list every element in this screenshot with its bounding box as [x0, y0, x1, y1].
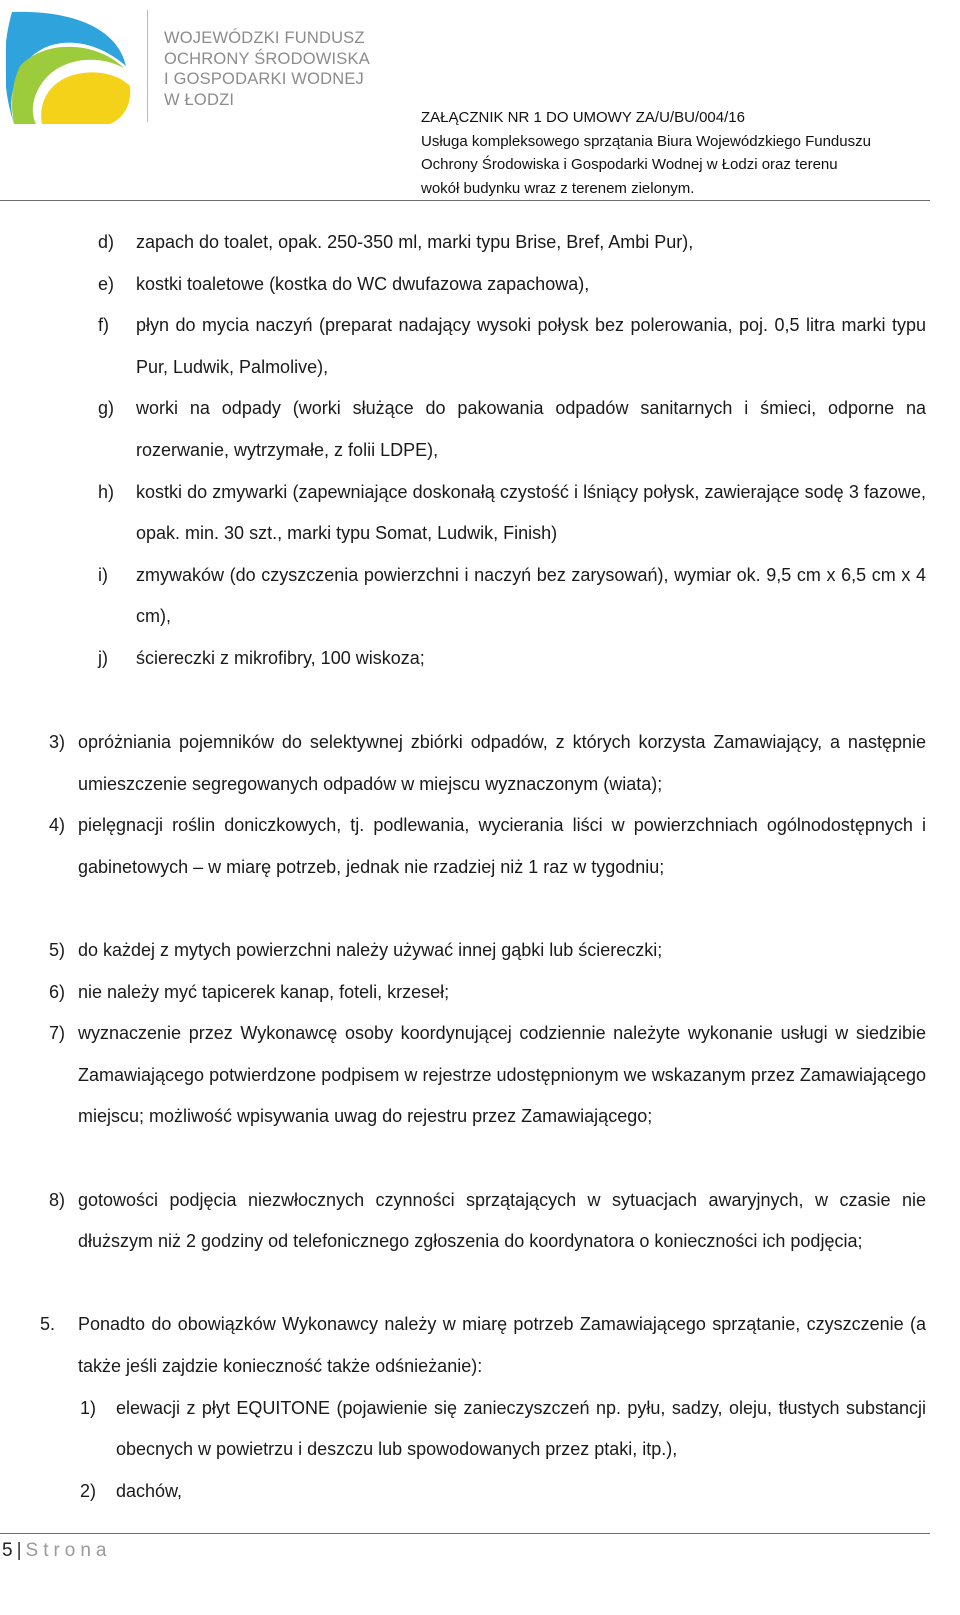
annex-line: Ochrony Środowiska i Gospodarki Wodnej w Łodzi oraz terenu — [421, 156, 838, 173]
annex-line: ZAŁĄCZNIK NR 1 DO UMOWY ZA/U/BU/004/16 — [421, 109, 745, 126]
list-item — [98, 472, 926, 555]
list-text: nie należy myć tapicerek kanap, foteli, krzeseł; — [78, 981, 450, 1002]
list-text: pielęgnacji roślin doniczkowych, tj. podlewania, wycierania liści w powierzchniach ogólnodostępnych i gabinetowych – w miarę potrzeb, jednak nie rzadziej niż 1 raz w tygodniu; — [78, 815, 926, 877]
list-item — [49, 805, 926, 888]
list-text: do każdej z mytych powierzchni należy używać innej gąbki lub ściereczki; — [78, 940, 663, 960]
list-item — [49, 722, 926, 805]
wfosigw-logo — [6, 8, 140, 124]
list-text: wyznaczenie przez Wykonawcę osoby koordynującej codziennie należyte wykonanie usługi w siedzibie Zamawiającego potwierdzone podpisem w rejestrze udostępnionym we wskazanym przez Zamawiającego miejscu; możliwość wpisywania uwag do rejestru przez Zamawiającego; — [78, 1023, 926, 1127]
org-line: W ŁODZI — [164, 90, 235, 109]
list-marker: 1) — [80, 1397, 97, 1418]
list-text: zmywaków (do czyszczenia powierzchni i naczyń bez zarysowań), wymiar ok. 9,5 cm x 6,5 cm x 4 cm), — [136, 564, 926, 627]
header-rule — [0, 200, 930, 201]
organization-name — [164, 28, 370, 110]
list-marker: 8) — [49, 1189, 66, 1210]
list-item — [80, 1471, 926, 1513]
org-line: WOJEWÓDZKI FUNDUSZ — [164, 29, 365, 47]
list-item — [98, 264, 926, 306]
list-item — [98, 638, 926, 680]
list-text: kostki toaletowe (kostka do WC dwufazowa zapachowa), — [136, 273, 590, 294]
footer-separator: | — [16, 1540, 22, 1561]
list-item — [49, 1180, 926, 1263]
list-text: elewacji z płyt EQUITONE (pojawienie się zanieczyszczeń np. pyłu, sadzy, oleju, tłustych substancji obecnych w powietrzu i deszczu lub spowodowanych przez ptaki, itp.), — [116, 1397, 926, 1460]
list-text: gotowości podjęcia niezwłocznych czynności sprzątających w sytuacjach awaryjnych, w czasie nie dłuższym niż 2 godziny od telefonicznego zgłoszenia do koordynatora o konieczności ich podjęcia; — [78, 1189, 926, 1252]
list-marker: g) — [98, 398, 115, 419]
list-marker: h) — [98, 481, 115, 502]
list-text: ściereczki z mikrofibry, 100 wiskoza; — [136, 648, 425, 668]
list-item — [98, 555, 926, 638]
list-text: płyn do mycia naczyń (preparat nadający wysoki połysk bez polerowania, poj. 0,5 litra marki typu Pur, Ludwik, Palmolive), — [136, 315, 926, 377]
list-item — [49, 930, 926, 972]
annex-heading — [421, 106, 871, 200]
page-label: Strona — [25, 1540, 112, 1561]
logo-yellow-shape — [41, 72, 130, 124]
org-line: OCHRONY ŚRODOWISKA — [164, 49, 370, 68]
list-text: kostki do zmywarki (zapewniające doskonałą czystość i lśniący połysk, zawierające sodę 3 fazowe, opak. min. 30 szt., marki typu Somat, Ludwik, Finish) — [136, 481, 926, 544]
list-marker: 4) — [49, 815, 66, 836]
list-item — [40, 1304, 926, 1387]
footer-rule — [0, 1533, 930, 1534]
list-item — [49, 972, 926, 1014]
list-text: worki na odpady (worki służące do pakowania odpadów sanitarnych i śmieci, odporne na rozerwanie, wytrzymałe, z folii LDPE), — [136, 398, 926, 460]
list-marker: 5) — [49, 940, 66, 960]
logo-divider — [147, 10, 148, 122]
annex-line: Usługa kompleksowego sprzątania Biura Wojewódzkiego Funduszu — [421, 132, 871, 150]
page-number: 5 — [2, 1540, 13, 1561]
list-marker: i) — [98, 564, 108, 585]
list-item — [80, 1388, 926, 1471]
list-item — [98, 388, 926, 471]
list-item — [98, 305, 926, 388]
list-marker: e) — [98, 273, 115, 294]
list-item — [98, 222, 926, 264]
list-marker: 2) — [80, 1480, 97, 1501]
list-item — [49, 1013, 926, 1138]
list-marker: f) — [98, 315, 109, 336]
list-text: opróżniania pojemników do selektywnej zbiórki odpadów, z których korzysta Zamawiający, a następnie umieszczenie segregowanych odpadów w miejscu wyznaczonym (wiata); — [78, 732, 926, 794]
list-marker: 6) — [49, 981, 66, 1002]
list-text: zapach do toalet, opak. 250-350 ml, marki typu Brise, Bref, Ambi Pur), — [136, 232, 694, 252]
list-marker: 3) — [49, 732, 66, 752]
list-text: dachów, — [116, 1480, 183, 1501]
org-line: I GOSPODARKI WODNEJ — [164, 70, 364, 88]
page-footer — [2, 1540, 112, 1562]
list-text: Ponadto do obowiązków Wykonawcy należy w miarę potrzeb Zamawiającego sprzątanie, czyszczenie (a także jeśli zajdzie konieczność także odśnieżanie): — [78, 1314, 926, 1376]
list-marker: j) — [98, 648, 108, 668]
list-marker: 7) — [49, 1023, 66, 1044]
annex-line: wokół budynku wraz z terenem zielonym. — [421, 179, 695, 197]
list-marker: 5. — [40, 1314, 56, 1335]
list-marker: d) — [98, 232, 115, 252]
